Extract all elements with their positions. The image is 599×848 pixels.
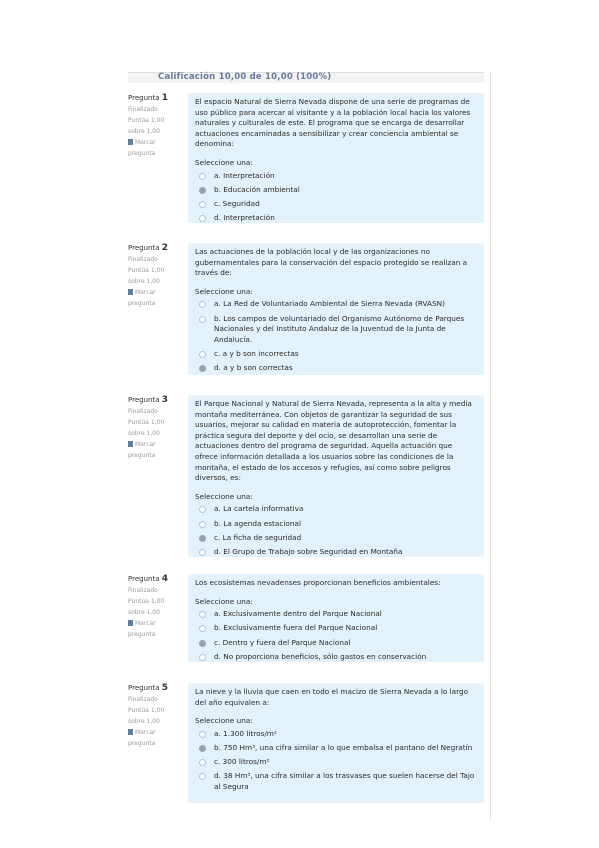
radio-button[interactable] (199, 316, 206, 323)
question-text: La nieve y la lluvia que caen en todo el macizo de Sierra Nevada a lo largo del año equivalen a: (195, 687, 469, 707)
question-score-max: sobre 1,00 (128, 430, 160, 437)
radio-button[interactable] (199, 549, 206, 556)
question-prefix: Pregunta (128, 94, 160, 102)
option-label: d. No proporciona beneficios, sólo gastos en conservación (214, 651, 427, 661)
question-text: Las actuaciones de la población local y de las organizaciones no gubernamentales para la conservación del espacio protegido se realizan a través de: (195, 247, 468, 278)
question-prefix: Pregunta (128, 396, 160, 404)
answer-option[interactable] (195, 299, 477, 310)
radio-button[interactable] (199, 611, 206, 618)
question-number: 2 (161, 243, 168, 253)
question-info (128, 574, 182, 640)
select-prompt: Seleccione una: (195, 716, 253, 726)
option-label: c. Seguridad (214, 198, 260, 208)
select-prompt: Seleccione una: (195, 286, 253, 296)
answer-option[interactable] (195, 771, 477, 792)
option-label: a. Exclusivamente dentro del Parque Nacional (214, 609, 382, 619)
question-score: Puntúa 1,00 (128, 267, 165, 274)
answer-option[interactable] (195, 504, 477, 515)
radio-button[interactable] (199, 215, 206, 222)
flag-label-2: pregunta (128, 631, 156, 638)
question-score: Puntúa 1,00 (128, 707, 165, 714)
question-content (188, 683, 484, 803)
radio-button[interactable] (199, 173, 206, 180)
question-score-max: sobre 1,00 (128, 128, 160, 135)
question-content (188, 395, 484, 557)
question-status: Finalizado (128, 408, 158, 415)
option-label: c. 300 litros/m² (214, 757, 270, 767)
option-label: d. a y b son correctas (214, 363, 293, 373)
question-text: El Parque Nacional y Natural de Sierra Nevada, representa a la alta y media montaña mediterránea. Con objetos de garantizar la seguridad de sus usuarios, mejorar su calidad en materia de autoprotección, fomentar la práctica segura del deporte y del ocio, se desarrollan una serie de actuaciones dentro del programa de seguridad. Aquella actuación que ofrece información detallada a los usuarios sobre las condiciones de la montaña, el estado de los accesos y refugios, así como sobre peligros diversos, es: (195, 399, 472, 483)
select-prompt: Seleccione una: (195, 596, 253, 606)
question-score: Puntúa 1,00 (128, 598, 165, 605)
flag-label: Marcar (135, 139, 156, 146)
option-label: b. Los campos de voluntariado del Organismo Autónomo de Parques Nacionales y del Instituto Andaluz de la Juventud de la Junta de Andalucía. (214, 313, 465, 344)
question-info (128, 93, 182, 159)
question-content (188, 243, 484, 375)
select-prompt: Seleccione una: (195, 491, 253, 501)
answer-option[interactable] (195, 623, 477, 634)
option-label: a. La cartela informativa (214, 504, 304, 514)
option-label: a. Interpretación (214, 170, 275, 180)
question-status: Finalizado (128, 587, 158, 594)
flag-label-2: pregunta (128, 150, 156, 157)
content-divider (490, 72, 491, 820)
question-status: Finalizado (128, 106, 158, 113)
flag-label: Marcar (135, 441, 156, 448)
question-prefix: Pregunta (128, 684, 160, 692)
select-prompt: Seleccione una: (195, 157, 253, 167)
option-label: b. 750 Hm³, una cifra similar a lo que embalsa el pantano del Negratín (214, 742, 473, 752)
flag-icon (128, 729, 133, 735)
radio-button-selected[interactable] (199, 745, 206, 752)
question-content (188, 574, 484, 662)
radio-button-selected[interactable] (199, 365, 206, 372)
flag-question-button[interactable] (128, 618, 182, 629)
option-label: a. 1.300 litros/m² (214, 728, 277, 738)
answer-option[interactable] (195, 638, 477, 649)
flag-label-2: pregunta (128, 740, 156, 747)
question-score-max: sobre 1,00 (128, 718, 160, 725)
flag-label: Marcar (135, 289, 156, 296)
flag-icon (128, 441, 133, 447)
answer-option[interactable] (195, 533, 477, 544)
flag-icon (128, 620, 133, 626)
radio-button[interactable] (199, 506, 206, 513)
option-label: b. Educación ambiental (214, 184, 300, 194)
question-number: 5 (161, 683, 168, 693)
answer-option[interactable] (195, 757, 477, 768)
option-label: b. Exclusivamente fuera del Parque Nacional (214, 623, 378, 633)
question-score: Puntúa 1,00 (128, 419, 165, 426)
answer-option[interactable] (195, 652, 477, 663)
question-score: Puntúa 1,00 (128, 117, 165, 124)
radio-button[interactable] (199, 301, 206, 308)
radio-button[interactable] (199, 759, 206, 766)
flag-label-2: pregunta (128, 300, 156, 307)
radio-button[interactable] (199, 654, 206, 661)
option-label: c. La ficha de seguridad (214, 532, 302, 542)
question-info (128, 395, 182, 461)
question-prefix: Pregunta (128, 575, 160, 583)
question-status: Finalizado (128, 256, 158, 263)
question-number: 1 (161, 93, 168, 103)
question-status: Finalizado (128, 696, 158, 703)
answer-option[interactable] (195, 547, 477, 558)
answer-option[interactable] (195, 363, 477, 374)
grade-summary: Calificación 10,00 de 10,00 (100%) (158, 72, 332, 82)
question-content (188, 93, 484, 223)
radio-button-selected[interactable] (199, 187, 206, 194)
question-score-max: sobre 1,00 (128, 609, 160, 616)
option-label: d. Interpretación (214, 213, 275, 223)
flag-icon (128, 289, 133, 295)
answer-option[interactable] (195, 213, 477, 224)
flag-question-button[interactable] (128, 287, 182, 298)
answer-option[interactable] (195, 609, 477, 620)
question-number: 3 (161, 395, 168, 405)
answer-option[interactable] (195, 171, 477, 182)
flag-label: Marcar (135, 620, 156, 627)
answer-option[interactable] (195, 185, 477, 196)
flag-question-button[interactable] (128, 439, 182, 450)
radio-button[interactable] (199, 625, 206, 632)
option-label: c. Dentro y fuera del Parque Nacional (214, 637, 351, 647)
question-text: Los ecosistemas nevadenses proporcionan beneficios ambientales: (195, 578, 441, 587)
radio-button[interactable] (199, 351, 206, 358)
answer-option[interactable] (195, 743, 477, 754)
question-info (128, 683, 182, 749)
radio-button[interactable] (199, 201, 206, 208)
question-score-max: sobre 1,00 (128, 278, 160, 285)
question-prefix: Pregunta (128, 244, 160, 252)
radio-button-selected[interactable] (199, 535, 206, 542)
answer-option[interactable] (195, 729, 477, 740)
answer-option[interactable] (195, 519, 477, 530)
question-info (128, 243, 182, 309)
option-label: c. a y b son incorrectas (214, 348, 299, 358)
flag-question-button[interactable] (128, 137, 182, 148)
flag-icon (128, 139, 133, 145)
question-number: 4 (161, 574, 168, 584)
option-label: b. La agenda estacional (214, 518, 302, 528)
question-text: El espacio Natural de Sierra Nevada dispone de una serie de programas de uso público para acercar al visitante y a la población local hacia los valores naturales y culturales de este. El programa que se encarga de desarrollar actuaciones encaminadas a sensibilizar y crear conciencia ambiental se denomina: (195, 97, 471, 149)
radio-button[interactable] (199, 731, 206, 738)
flag-question-button[interactable] (128, 727, 182, 738)
radio-button[interactable] (199, 773, 206, 780)
answer-option[interactable] (195, 314, 477, 346)
option-label: d. 38 Hm³, una cifra similar a los trasvases que suelen hacerse del Tajo al Segura (214, 771, 475, 791)
answer-option[interactable] (195, 349, 477, 360)
answer-option[interactable] (195, 199, 477, 210)
flag-label: Marcar (135, 729, 156, 736)
radio-button-selected[interactable] (199, 640, 206, 647)
radio-button[interactable] (199, 521, 206, 528)
grade-summary-bar (128, 72, 484, 83)
option-label: d. El Grupo de Trabajo sobre Seguridad en Montaña (214, 546, 403, 556)
flag-label-2: pregunta (128, 452, 156, 459)
option-label: a. La Red de Voluntariado Ambiental de Sierra Nevada (RVASN) (214, 299, 445, 309)
